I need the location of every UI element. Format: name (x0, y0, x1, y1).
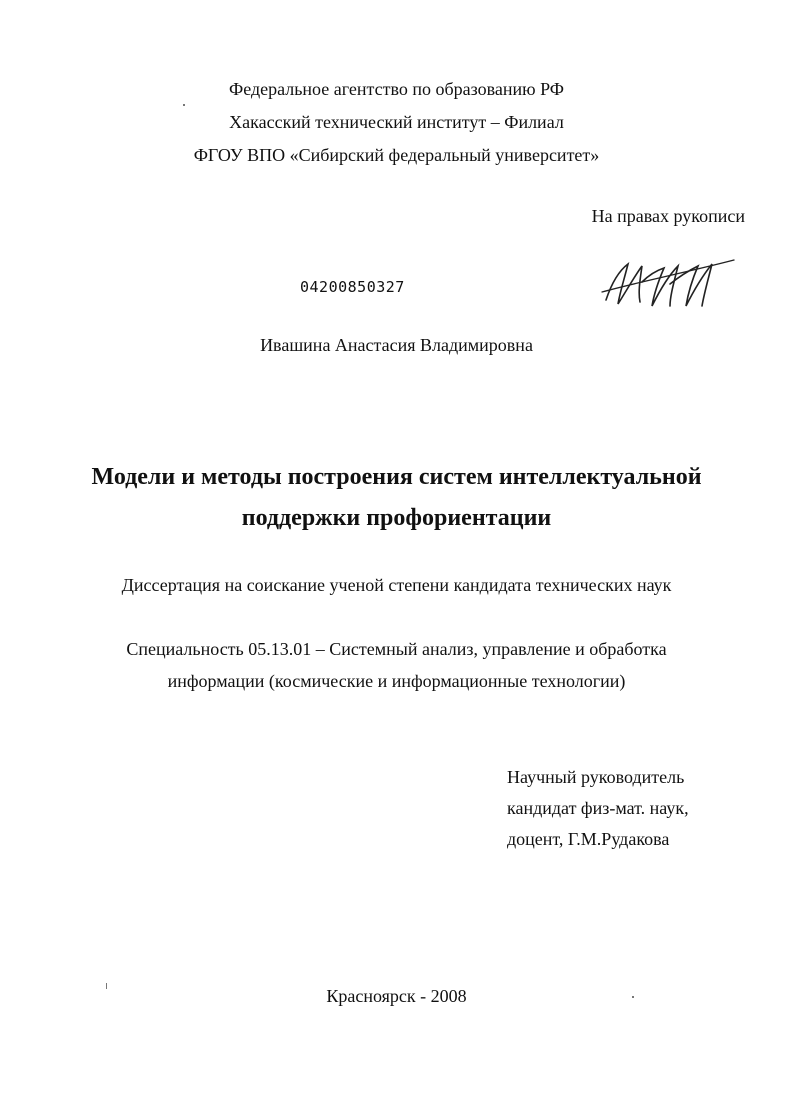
supervisor-name: доцент, Г.М.Рудакова (507, 829, 670, 849)
title-line-1: Модели и методы построения систем интеллектуальной (91, 464, 702, 490)
scan-speck (632, 996, 634, 998)
header-institute: Хакасский технический институт – Филиал (229, 112, 564, 132)
author-name: Ивашина Анастасия Владимировна (260, 335, 533, 355)
supervisor-degree: кандидат физ-мат. наук, (507, 798, 689, 818)
specialty-line-1: Специальность 05.13.01 – Системный анализ, управление и обработка (126, 639, 667, 659)
header-agency: Федеральное агентство по образованию РФ (228, 79, 565, 99)
scan-speck (183, 104, 185, 106)
header-university: ФГОУ ВПО «Сибирский федеральный университет» (193, 145, 600, 165)
city-year: Красноярск - 2008 (326, 986, 467, 1006)
degree-statement: Диссертация на соискание ученой степени кандидата технических наук (121, 575, 672, 595)
registration-number: 04200850327 (300, 278, 405, 296)
specialty-line-2: информации (космические и информационные технологии) (167, 671, 626, 691)
scan-speck (106, 983, 107, 989)
title-line-2: поддержки профориентации (241, 505, 552, 531)
signature-icon (598, 252, 738, 314)
supervisor-role: Научный руководитель (507, 767, 685, 787)
rights-note: На правах рукописи (591, 206, 745, 226)
